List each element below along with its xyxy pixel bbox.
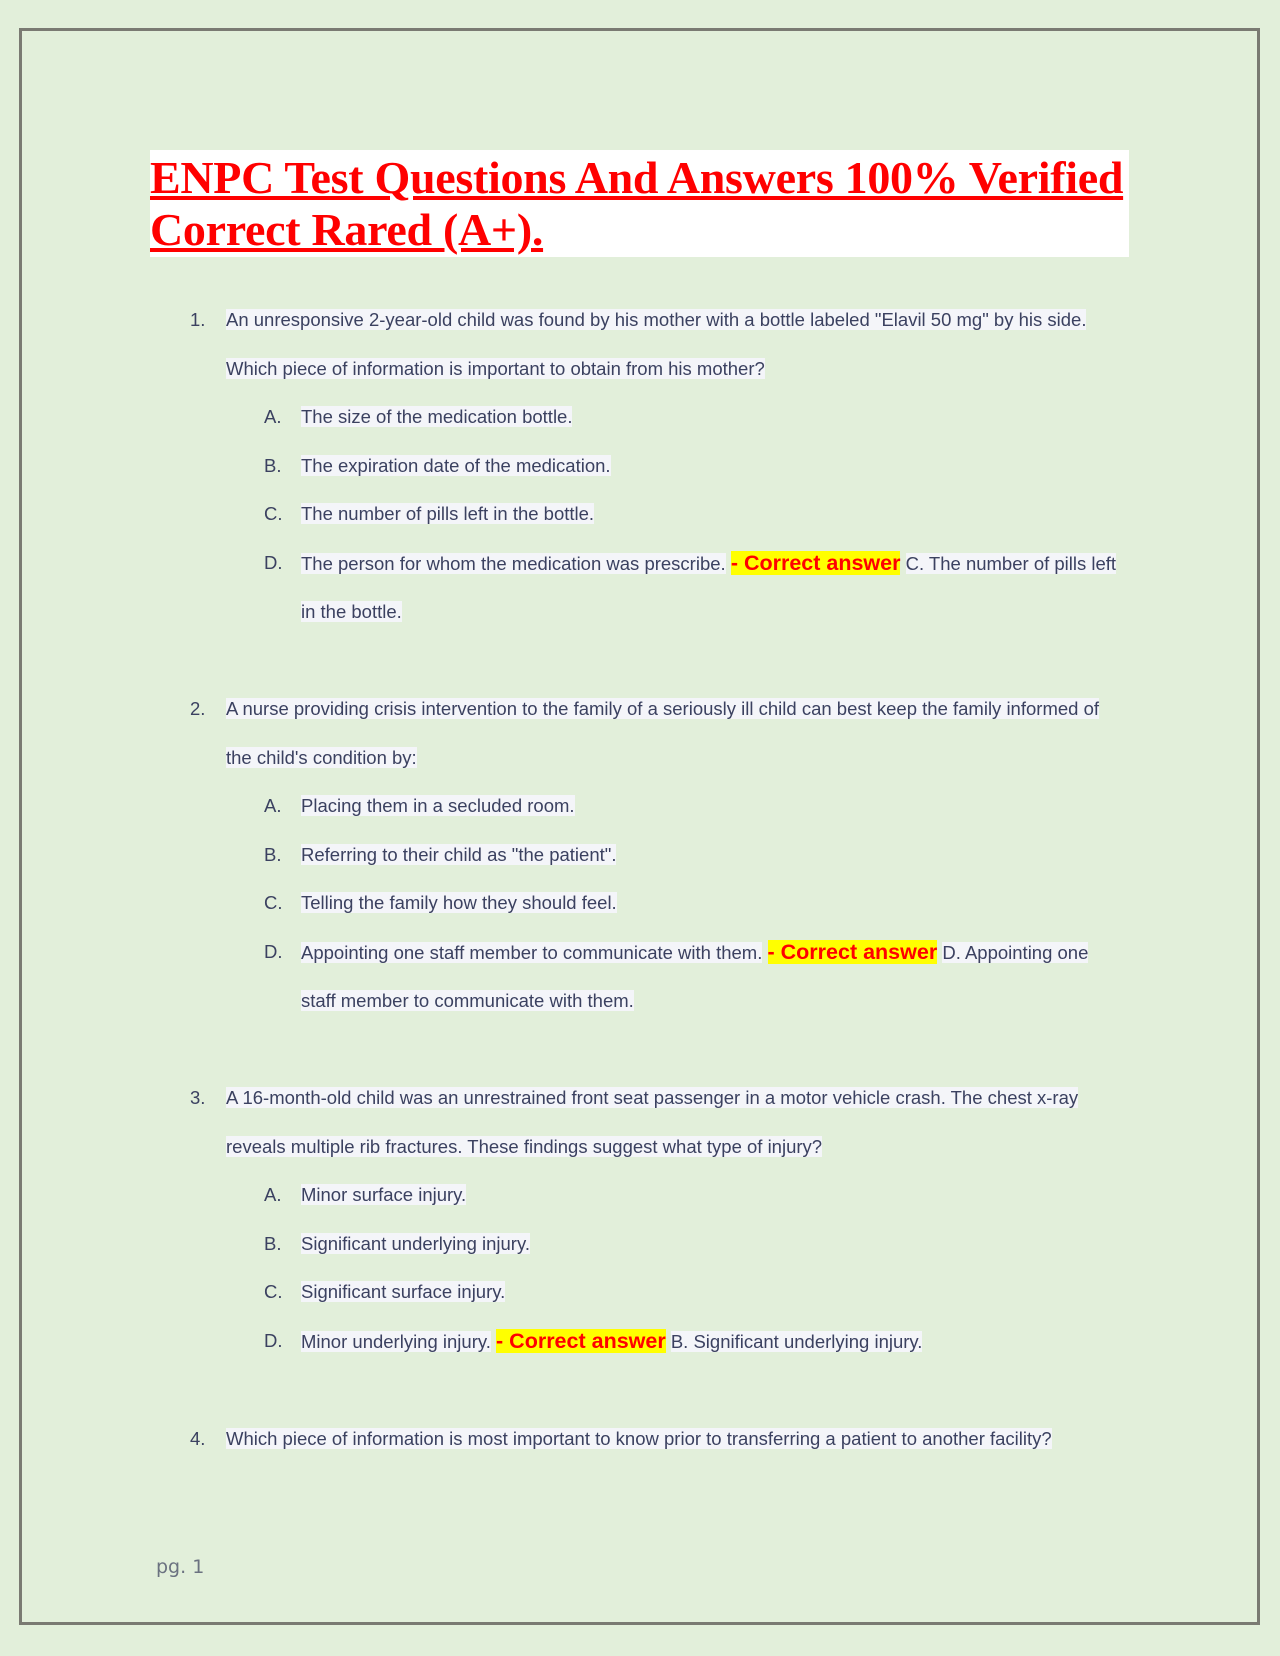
option-a: A. Minor surface injury. <box>264 1184 467 1205</box>
question-list <box>190 296 1120 1512</box>
correct-answer-label: - Correct answer <box>496 1328 666 1353</box>
option-a: A. The size of the medication bottle. <box>264 406 573 427</box>
question-text: Which piece of information is most important to know prior to transferring a patient to another facility? <box>226 1427 1052 1449</box>
document-title: ENPC Test Questions And Answers 100% Verified Correct Rared (A+). <box>150 152 1124 255</box>
option-b: B. Significant underlying injury. <box>264 1232 530 1254</box>
option-d: D. The person for whom the medication was prescribe. - Correct answer C. The number of pills left in the bottle. <box>264 550 1117 622</box>
question-number: 4. <box>190 1427 206 1449</box>
page-number: pg. 1 <box>156 1556 205 1578</box>
question-2 <box>190 685 1120 1026</box>
option-c: C. Telling the family how they should feel. <box>264 892 617 913</box>
option-d: D. Minor underlying injury. - Correct answer B. Significant underlying injury. <box>264 1328 923 1353</box>
correct-answer-text: C. The number of pills left in the bottle. <box>301 552 1117 622</box>
option-c: C. Significant surface injury. <box>264 1281 506 1302</box>
question-number: 3. <box>190 1087 206 1108</box>
title-box <box>150 150 1129 257</box>
question-number: 2. <box>190 698 206 719</box>
question-3 <box>190 1074 1120 1366</box>
option-a: A. Placing them in a secluded room. <box>264 795 575 816</box>
option-b: B. Referring to their child as "the patient". <box>264 843 617 865</box>
option-b: B. The expiration date of the medication. <box>264 454 611 476</box>
question-number: 1. <box>190 309 206 330</box>
option-d: D. Appointing one staff member to communicate with them. - Correct answer D. Appointing one staff member to communicate with them. <box>264 939 1089 1011</box>
correct-answer-text: B. Significant underlying injury. <box>670 1330 923 1352</box>
correct-answer-label: - Correct answer <box>730 550 901 575</box>
question-text: An unresponsive 2-year-old child was found by his mother with a bottle labeled "Elavil 50 mg" by his side. Which piece of information is important to obtain from his mother? <box>226 309 1087 379</box>
question-4 <box>190 1415 1120 1464</box>
question-text: A 16-month-old child was an unrestrained front seat passenger in a motor vehicle crash. The chest x-ray reveals multiple rib fractures. These findings suggest what type of injury? <box>226 1087 1079 1157</box>
correct-answer-text: D. Appointing one staff member to communicate with them. <box>301 941 1089 1011</box>
question-text: A nurse providing crisis intervention to the family of a seriously ill child can best keep the family informed of the child's condition by: <box>226 698 1099 768</box>
question-1 <box>190 296 1120 637</box>
option-c: C. The number of pills left in the bottle. <box>264 503 595 524</box>
correct-answer-label: - Correct answer <box>767 939 938 964</box>
